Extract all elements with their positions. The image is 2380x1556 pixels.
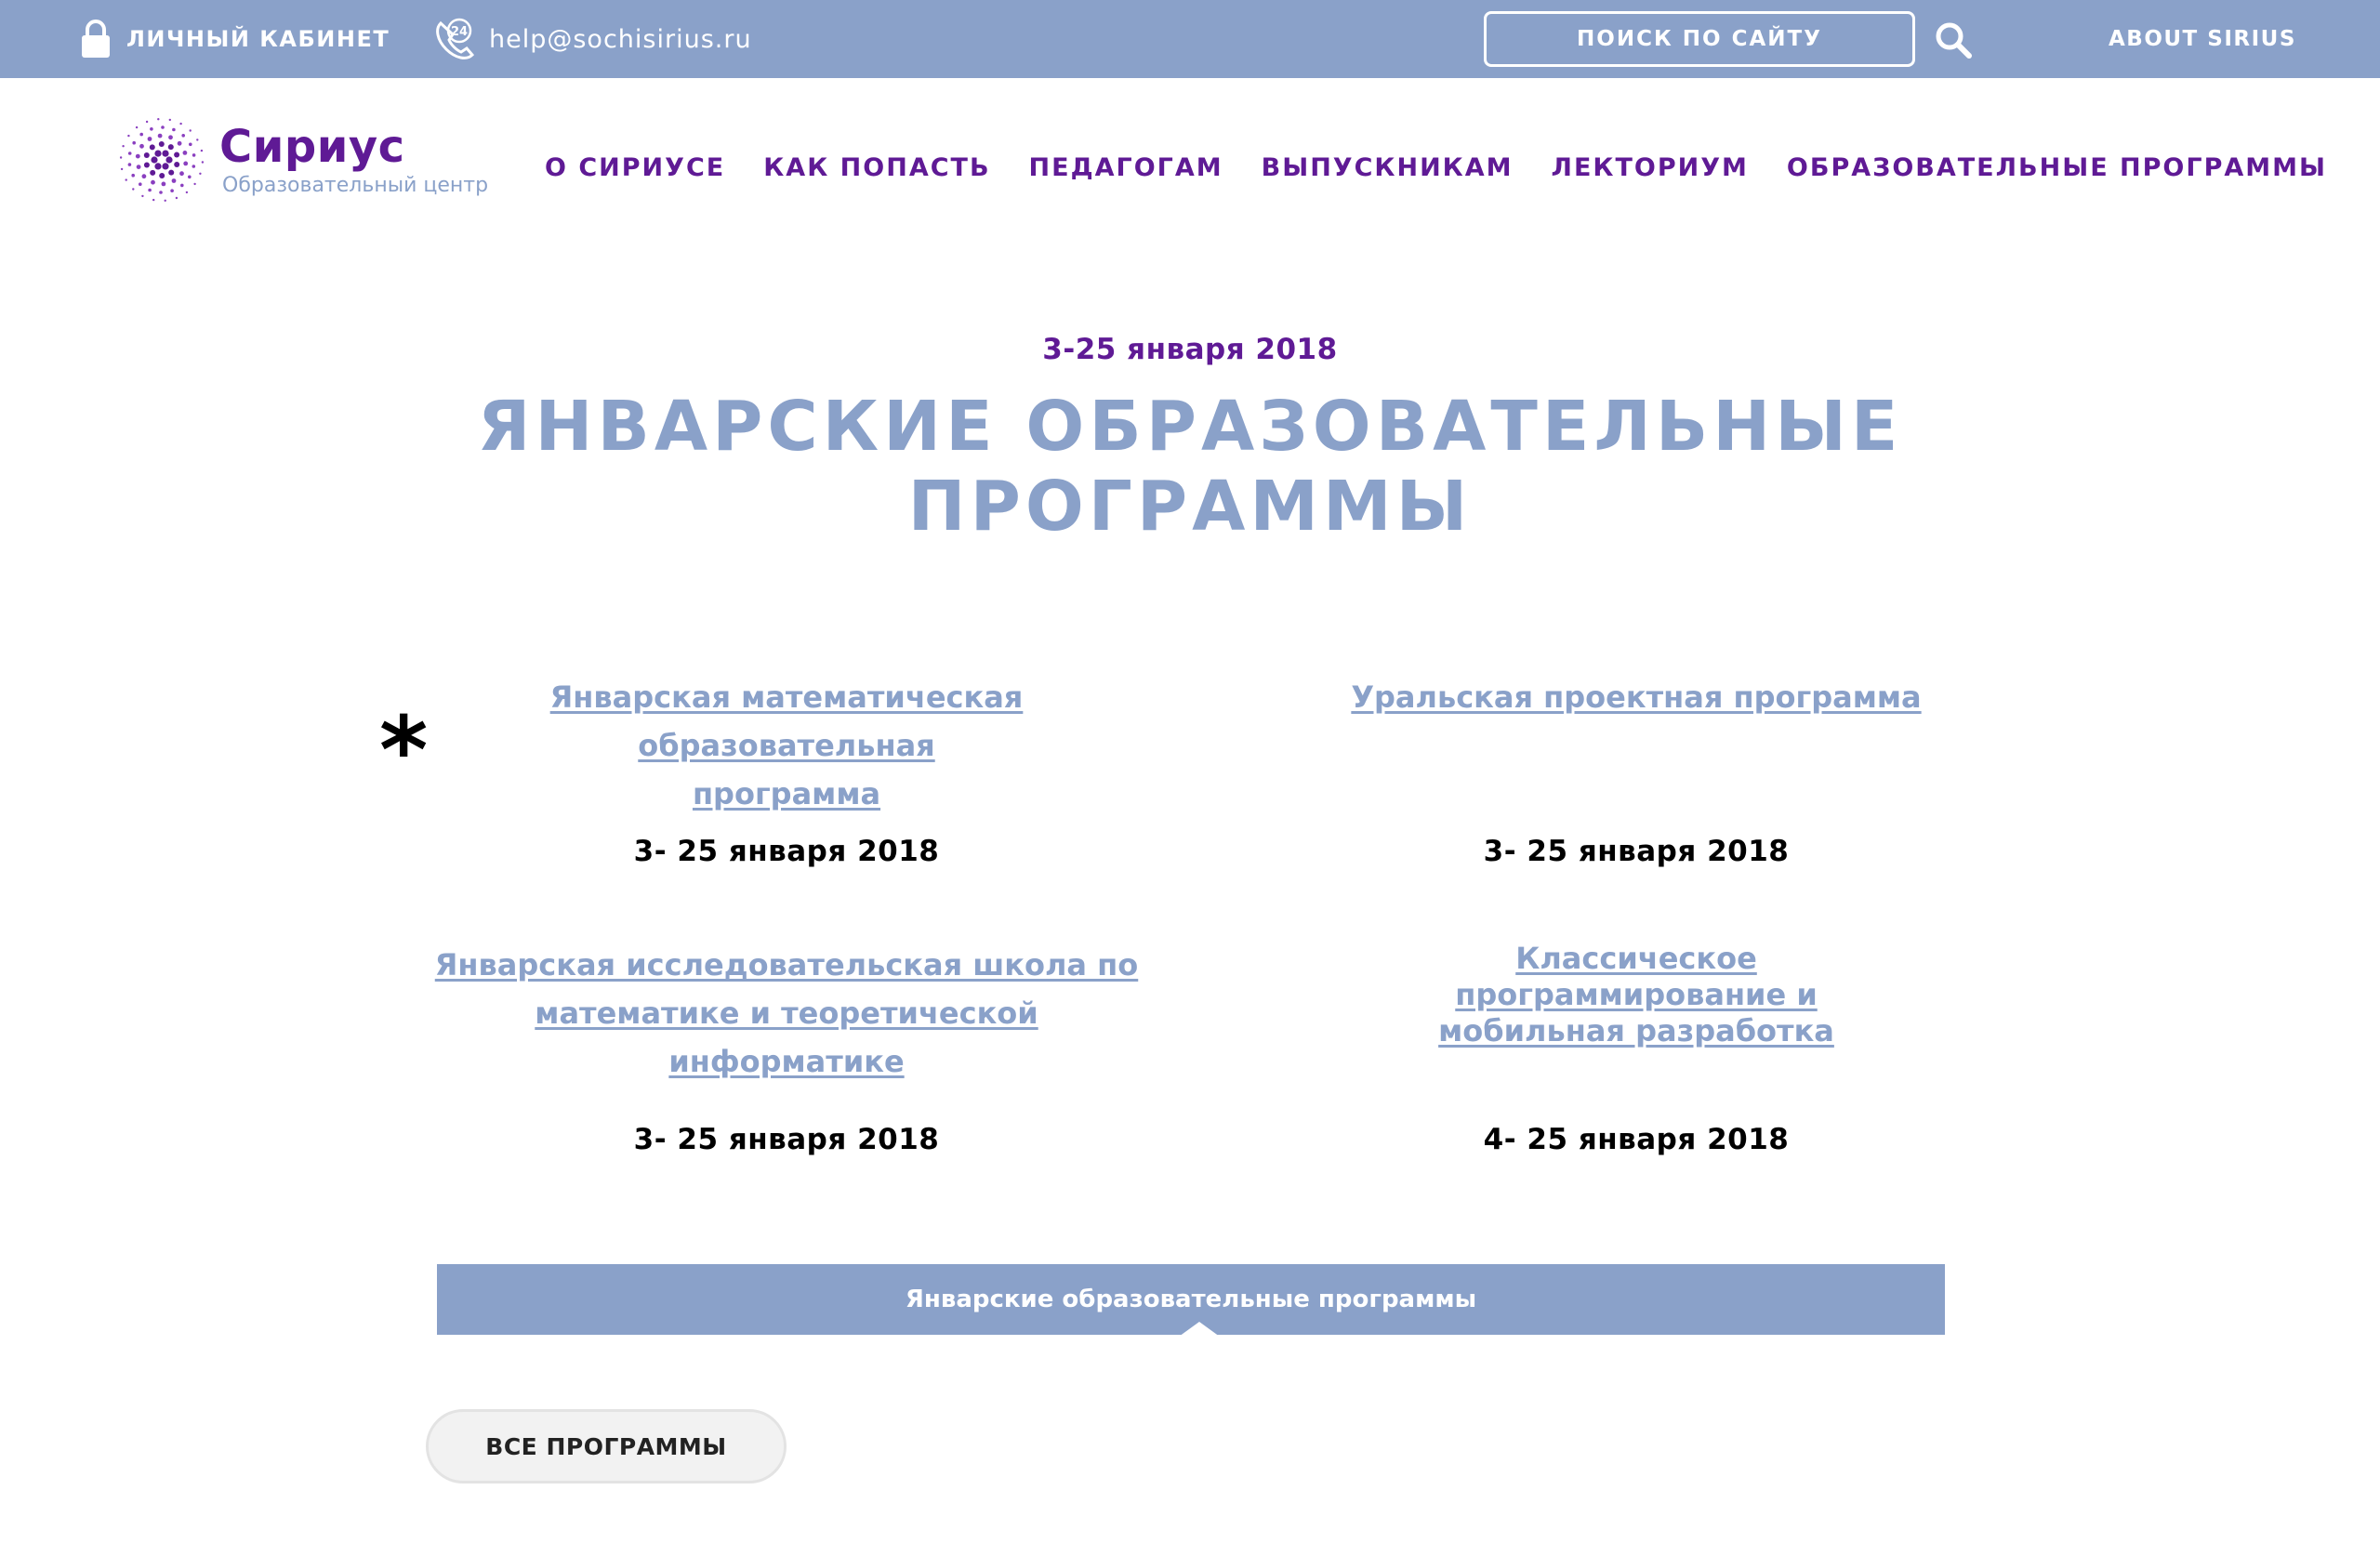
logo-dot [126, 178, 127, 180]
logo-dot [150, 127, 153, 131]
logo-dot [174, 152, 179, 158]
nav-lectorium[interactable]: ЛЕКТОРИУМ [1551, 152, 1749, 182]
logo-dot [131, 174, 135, 178]
logo-dot [188, 176, 192, 179]
logo-dot [141, 195, 143, 197]
logo-dot [196, 138, 198, 140]
logo-dot [193, 183, 195, 185]
logo-dot [148, 189, 152, 192]
logo-title: Сириус [219, 121, 405, 173]
logo-dot [180, 184, 184, 188]
program-date: 3- 25 января 2018 [633, 1123, 940, 1156]
logo-dot [121, 168, 123, 170]
logo-dot [183, 151, 188, 155]
logo-dot [159, 173, 165, 178]
program-item [415, 941, 1158, 1091]
logo-dot [146, 121, 148, 123]
logo-dot [158, 134, 163, 138]
logo-dot [178, 141, 182, 146]
logo-dot [152, 199, 154, 201]
asterisk-mark: * [379, 696, 429, 805]
logo-dot [162, 151, 168, 157]
program-item [1264, 941, 2008, 1054]
logo-dot [192, 153, 196, 157]
program-link[interactable]: Январская математическая образовательная программа [549, 679, 1024, 811]
logo-dot [189, 143, 192, 147]
logo-dot [181, 134, 185, 138]
logo-dot [150, 170, 155, 176]
logo-dot [154, 163, 161, 169]
logo-dot [148, 137, 152, 141]
program-link[interactable]: Уральская проектная программа [1351, 679, 1922, 715]
program-link[interactable]: Классическое программирование и мобильная разработка [1438, 941, 1834, 1048]
program-item [415, 673, 1158, 824]
logo-dot [132, 188, 134, 190]
logo-dot [183, 162, 188, 166]
logo-subtitle: Образовательный центр [222, 174, 489, 197]
help-badge-text: 24 [450, 25, 469, 39]
logo-dot [170, 189, 174, 192]
logo[interactable] [117, 115, 508, 204]
nav-teachers[interactable]: ПЕДАГОГАМ [1028, 152, 1223, 182]
logo-dot [162, 163, 168, 169]
logo-dot [151, 156, 157, 163]
logo-dot [186, 191, 188, 193]
logo-dot [122, 145, 124, 147]
logo-dot [128, 163, 132, 166]
logo-dot [169, 119, 171, 121]
logo-dot [172, 128, 176, 132]
logo-dot [168, 170, 174, 176]
logo-dot [144, 163, 150, 168]
logo-dot [128, 152, 132, 155]
tab-caret-icon [1179, 1322, 1220, 1337]
logo-dots-icon [117, 115, 206, 204]
logo-dot [172, 178, 177, 183]
logo-dot [136, 154, 140, 159]
logo-dot [162, 182, 166, 187]
page-title: ЯНВАРСКИЕ ОБРАЗОВАТЕЛЬНЫЕ ПРОГРАММЫ [477, 387, 1903, 547]
logo-dot [159, 141, 165, 147]
all-programs-button[interactable]: ВСЕ ПРОГРАММЫ [426, 1409, 787, 1483]
logo-dot [165, 200, 166, 202]
logo-dot [174, 162, 179, 167]
logo-dot [168, 144, 174, 150]
hero-date: 3-25 января 2018 [1042, 333, 1338, 366]
logo-dot [202, 161, 204, 163]
personal-cabinet-link[interactable] [80, 0, 390, 78]
site-search-button[interactable]: ПОИСК ПО САЙТУ [1484, 11, 1915, 67]
about-sirius-link[interactable]: ABOUT SIRIUS [2109, 27, 2296, 51]
nav-programs[interactable]: ОБРАЗОВАТЕЛЬНЫЕ ПРОГРАММЫ [1786, 152, 2327, 182]
search-icon[interactable] [1934, 20, 1973, 59]
logo-dot [161, 125, 165, 129]
logo-dot [157, 118, 159, 120]
logo-dot [190, 129, 192, 131]
logo-dot [201, 150, 203, 152]
logo-dot [120, 156, 122, 158]
logo-dot [139, 182, 142, 186]
logo-dot [165, 156, 172, 163]
logo-dot [176, 197, 178, 199]
logo-dot [159, 191, 163, 194]
help-email-link[interactable] [431, 0, 752, 78]
logo-dot [199, 173, 201, 175]
logo-dot [154, 151, 161, 157]
logo-dot [142, 174, 147, 178]
logo-dot [179, 123, 181, 125]
logo-dot [127, 135, 129, 137]
program-link[interactable]: Январская исследовательская школа по математике и теоретической информатике [434, 947, 1139, 1079]
personal-cabinet-label: ЛИЧНЫЙ КАБИНЕТ [126, 26, 390, 52]
logo-dot [192, 165, 196, 168]
program-date: 3- 25 января 2018 [1483, 835, 1790, 868]
nav-alumni[interactable]: ВЫПУСКНИКАМ [1261, 152, 1514, 182]
logo-dot [139, 144, 144, 149]
program-date: 4- 25 января 2018 [1483, 1123, 1790, 1156]
logo-dot [150, 144, 155, 150]
nav-about[interactable]: О СИРИУСЕ [545, 152, 726, 182]
nav-how-to-apply[interactable]: КАК ПОПАСТЬ [763, 152, 991, 182]
program-date: 3- 25 января 2018 [633, 835, 940, 868]
logo-dot [139, 133, 143, 137]
logo-dot [144, 152, 150, 158]
logo-dot [151, 180, 155, 185]
phone-24-icon [431, 16, 478, 62]
programs-tab-label: Январские образовательные программы [905, 1286, 1477, 1313]
logo-dot [168, 135, 173, 139]
help-email: help@sochisirius.ru [489, 24, 752, 54]
logo-dot [179, 171, 184, 176]
logo-dot [137, 165, 141, 169]
logo-dot [136, 126, 138, 128]
logo-dot [132, 141, 136, 145]
lock-icon [80, 19, 112, 59]
main-nav [545, 149, 2365, 186]
top-bar [0, 0, 2380, 78]
program-item [1264, 673, 2008, 727]
